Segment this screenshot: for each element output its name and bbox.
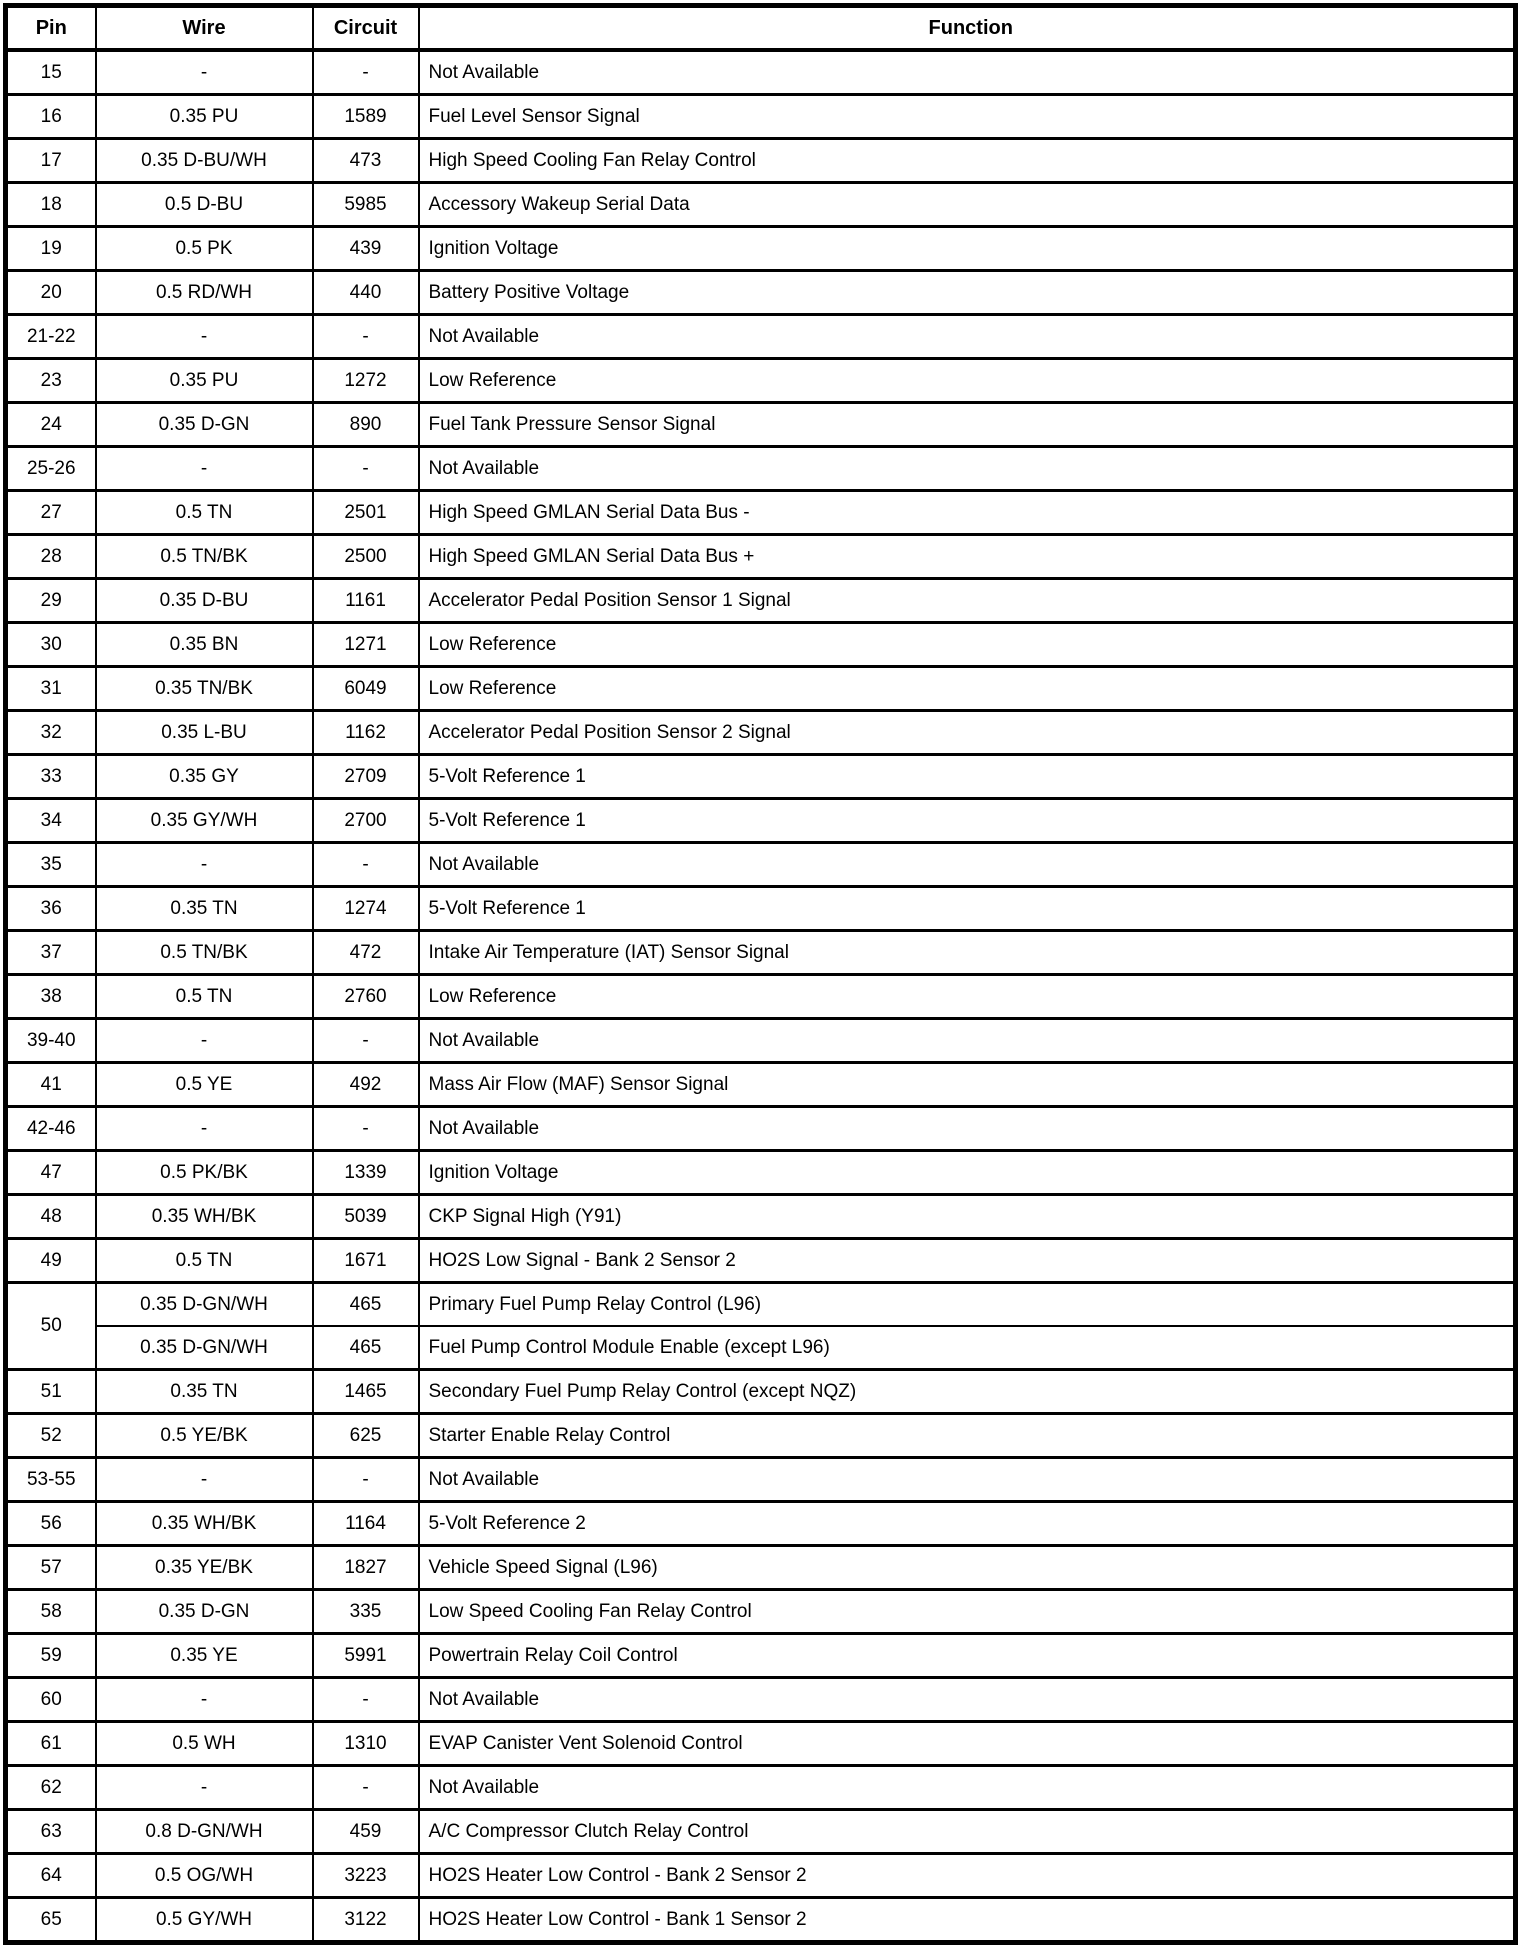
circuit-cell: 465 [313,1283,419,1327]
circuit-cell: 1589 [313,95,419,139]
wire-cell: 0.35 D-BU/WH [96,139,313,183]
col-header-circuit: Circuit [313,6,419,51]
wire-cell: 0.35 D-GN/WH [96,1283,313,1327]
table-row [6,1722,1516,1766]
circuit-cell: 1310 [313,1722,419,1766]
circuit-cell: 2700 [313,799,419,843]
function-cell: Ignition Voltage [419,227,1516,271]
table-row [6,139,1516,183]
function-cell: Starter Enable Relay Control [419,1414,1516,1458]
circuit-cell: - [313,1678,419,1722]
table-row [6,711,1516,755]
circuit-cell: 2500 [313,535,419,579]
circuit-cell: 2501 [313,491,419,535]
wire-cell: 0.35 L-BU [96,711,313,755]
table-row [6,491,1516,535]
circuit-cell: 1339 [313,1151,419,1195]
wire-cell: 0.5 PK [96,227,313,271]
circuit-cell: 1827 [313,1546,419,1590]
wire-cell: 0.5 GY/WH [96,1898,313,1943]
function-cell: Low Speed Cooling Fan Relay Control [419,1590,1516,1634]
table-row [6,535,1516,579]
pin-cell: 31 [6,667,96,711]
wire-cell: 0.35 YE [96,1634,313,1678]
table-row [6,931,1516,975]
function-cell: Accessory Wakeup Serial Data [419,183,1516,227]
pin-cell: 64 [6,1854,96,1898]
pin-cell: 25-26 [6,447,96,491]
circuit-cell: 492 [313,1063,419,1107]
wire-cell: - [96,1019,313,1063]
wire-cell: 0.5 TN/BK [96,535,313,579]
table-row [6,843,1516,887]
function-cell: Ignition Voltage [419,1151,1516,1195]
function-cell: Vehicle Speed Signal (L96) [419,1546,1516,1590]
circuit-cell: 459 [313,1810,419,1854]
circuit-cell: - [313,1107,419,1151]
wire-cell: - [96,315,313,359]
wire-cell: - [96,843,313,887]
table-row [6,1502,1516,1546]
circuit-cell: 1161 [313,579,419,623]
function-cell: 5-Volt Reference 1 [419,887,1516,931]
wire-cell: - [96,447,313,491]
pin-cell: 32 [6,711,96,755]
wire-cell: 0.35 D-GN [96,403,313,447]
pin-cell: 41 [6,1063,96,1107]
table-row [6,1810,1516,1854]
function-cell: Low Reference [419,623,1516,667]
table-row [6,1370,1516,1414]
pin-cell: 62 [6,1766,96,1810]
pin-cell: 17 [6,139,96,183]
pin-cell: 15 [6,50,96,95]
table-row [6,183,1516,227]
table-row [6,1107,1516,1151]
wire-cell: 0.35 BN [96,623,313,667]
circuit-cell: - [313,1019,419,1063]
table-row [6,50,1516,95]
function-cell: Fuel Level Sensor Signal [419,95,1516,139]
pin-cell: 52 [6,1414,96,1458]
wire-cell: 0.35 PU [96,359,313,403]
function-cell: Intake Air Temperature (IAT) Sensor Signal [419,931,1516,975]
function-cell: Low Reference [419,975,1516,1019]
circuit-cell: 1274 [313,887,419,931]
pin-cell: 35 [6,843,96,887]
table-row [6,1151,1516,1195]
wire-cell: 0.5 WH [96,1722,313,1766]
pin-cell: 42-46 [6,1107,96,1151]
table-row [6,975,1516,1019]
function-cell: Not Available [419,843,1516,887]
table-row [6,359,1516,403]
circuit-cell: 5985 [313,183,419,227]
function-cell: Not Available [419,447,1516,491]
table-row [6,1458,1516,1502]
col-header-pin: Pin [6,6,96,51]
wire-cell: 0.35 PU [96,95,313,139]
header-row [6,6,1516,51]
wire-cell: 0.35 TN/BK [96,667,313,711]
function-cell: Not Available [419,1019,1516,1063]
pin-cell: 18 [6,183,96,227]
circuit-cell: 5039 [313,1195,419,1239]
function-cell: Fuel Tank Pressure Sensor Signal [419,403,1516,447]
table-row [6,1019,1516,1063]
table-row [6,1195,1516,1239]
pin-cell: 29 [6,579,96,623]
pin-cell: 49 [6,1239,96,1283]
pin-cell: 60 [6,1678,96,1722]
function-cell: HO2S Low Signal - Bank 2 Sensor 2 [419,1239,1516,1283]
function-cell: Not Available [419,1107,1516,1151]
wire-cell: 0.5 TN [96,1239,313,1283]
table-row [6,579,1516,623]
wire-cell: 0.35 D-GN [96,1590,313,1634]
function-cell: Not Available [419,50,1516,95]
function-cell: High Speed Cooling Fan Relay Control [419,139,1516,183]
wire-cell: 0.35 TN [96,887,313,931]
wire-cell: - [96,1766,313,1810]
pin-cell: 39-40 [6,1019,96,1063]
table-row [6,1326,1516,1370]
function-cell: HO2S Heater Low Control - Bank 2 Sensor 2 [419,1854,1516,1898]
circuit-cell: - [313,50,419,95]
pin-cell: 30 [6,623,96,667]
circuit-cell: - [313,447,419,491]
table-row [6,403,1516,447]
circuit-cell: 465 [313,1326,419,1370]
circuit-cell: 439 [313,227,419,271]
pin-cell: 16 [6,95,96,139]
table-row [6,1766,1516,1810]
table-row [6,315,1516,359]
wire-cell: 0.5 YE [96,1063,313,1107]
function-cell: CKP Signal High (Y91) [419,1195,1516,1239]
circuit-cell: 2709 [313,755,419,799]
wire-cell: 0.35 YE/BK [96,1546,313,1590]
table-row [6,1678,1516,1722]
function-cell: Battery Positive Voltage [419,271,1516,315]
wire-cell: 0.35 GY [96,755,313,799]
table-row [6,1283,1516,1327]
pin-cell: 51 [6,1370,96,1414]
function-cell: Not Available [419,1678,1516,1722]
pin-cell: 21-22 [6,315,96,359]
circuit-cell: 1271 [313,623,419,667]
function-cell: 5-Volt Reference 1 [419,799,1516,843]
pin-cell: 38 [6,975,96,1019]
function-cell: High Speed GMLAN Serial Data Bus + [419,535,1516,579]
pin-cell: 58 [6,1590,96,1634]
pin-cell: 59 [6,1634,96,1678]
function-cell: Low Reference [419,359,1516,403]
table-row [6,1063,1516,1107]
function-cell: Mass Air Flow (MAF) Sensor Signal [419,1063,1516,1107]
table-row [6,1546,1516,1590]
function-cell: HO2S Heater Low Control - Bank 1 Sensor 2 [419,1898,1516,1943]
pin-cell: 34 [6,799,96,843]
table-row [6,1854,1516,1898]
table-row [6,95,1516,139]
wire-cell: 0.5 RD/WH [96,271,313,315]
pin-cell: 20 [6,271,96,315]
circuit-cell: 1671 [313,1239,419,1283]
function-cell: Not Available [419,1766,1516,1810]
circuit-cell: 1272 [313,359,419,403]
wire-cell: 0.35 D-GN/WH [96,1326,313,1370]
wire-cell: 0.5 D-BU [96,183,313,227]
wire-cell: 0.5 YE/BK [96,1414,313,1458]
circuit-cell: 625 [313,1414,419,1458]
function-cell: EVAP Canister Vent Solenoid Control [419,1722,1516,1766]
pin-cell: 27 [6,491,96,535]
circuit-cell: - [313,315,419,359]
circuit-cell: - [313,843,419,887]
function-cell: Not Available [419,315,1516,359]
table-row [6,755,1516,799]
table-row [6,623,1516,667]
table-row [6,667,1516,711]
wire-cell: 0.5 PK/BK [96,1151,313,1195]
table-row [6,887,1516,931]
circuit-cell: 890 [313,403,419,447]
circuit-cell: 1164 [313,1502,419,1546]
function-cell: Low Reference [419,667,1516,711]
circuit-cell: 473 [313,139,419,183]
circuit-cell: 6049 [313,667,419,711]
pin-cell: 24 [6,403,96,447]
table-row [6,227,1516,271]
pin-cell: 33 [6,755,96,799]
table-row [6,1414,1516,1458]
function-cell: Powertrain Relay Coil Control [419,1634,1516,1678]
function-cell: Secondary Fuel Pump Relay Control (except NQZ) [419,1370,1516,1414]
pin-cell: 37 [6,931,96,975]
circuit-cell: 2760 [313,975,419,1019]
circuit-cell: - [313,1458,419,1502]
circuit-cell: 3223 [313,1854,419,1898]
pin-cell: 48 [6,1195,96,1239]
pin-cell: 57 [6,1546,96,1590]
pinout-table [3,3,1518,1945]
pin-cell: 19 [6,227,96,271]
wire-cell: 0.5 TN/BK [96,931,313,975]
pin-cell: 36 [6,887,96,931]
wire-cell: 0.5 OG/WH [96,1854,313,1898]
function-cell: Not Available [419,1458,1516,1502]
pin-cell: 28 [6,535,96,579]
pin-cell: 53-55 [6,1458,96,1502]
function-cell: Primary Fuel Pump Relay Control (L96) [419,1283,1516,1327]
wire-cell: - [96,50,313,95]
wire-cell: 0.5 TN [96,975,313,1019]
pin-cell: 65 [6,1898,96,1943]
circuit-cell: 1465 [313,1370,419,1414]
pin-cell: 23 [6,359,96,403]
circuit-cell: 3122 [313,1898,419,1943]
wire-cell: - [96,1458,313,1502]
function-cell: Accelerator Pedal Position Sensor 2 Signal [419,711,1516,755]
function-cell: A/C Compressor Clutch Relay Control [419,1810,1516,1854]
pin-cell: 63 [6,1810,96,1854]
function-cell: 5-Volt Reference 2 [419,1502,1516,1546]
wire-cell: - [96,1678,313,1722]
function-cell: Fuel Pump Control Module Enable (except L96) [419,1326,1516,1370]
wire-cell: 0.35 D-BU [96,579,313,623]
table-row [6,447,1516,491]
table-row [6,799,1516,843]
circuit-cell: 472 [313,931,419,975]
pin-cell: 47 [6,1151,96,1195]
table-row [6,1239,1516,1283]
circuit-cell: 440 [313,271,419,315]
table-row [6,1634,1516,1678]
col-header-wire: Wire [96,6,313,51]
wire-cell: 0.35 GY/WH [96,799,313,843]
pin-cell: 50 [6,1283,96,1370]
table-row [6,1590,1516,1634]
function-cell: High Speed GMLAN Serial Data Bus - [419,491,1516,535]
function-cell: 5-Volt Reference 1 [419,755,1516,799]
col-header-function: Function [419,6,1516,51]
table-row [6,1898,1516,1943]
wire-cell: 0.35 WH/BK [96,1195,313,1239]
table-row [6,271,1516,315]
circuit-cell: 1162 [313,711,419,755]
circuit-cell: - [313,1766,419,1810]
wire-cell: 0.5 TN [96,491,313,535]
function-cell: Accelerator Pedal Position Sensor 1 Signal [419,579,1516,623]
circuit-cell: 335 [313,1590,419,1634]
wire-cell: 0.8 D-GN/WH [96,1810,313,1854]
circuit-cell: 5991 [313,1634,419,1678]
wire-cell: 0.35 WH/BK [96,1502,313,1546]
wire-cell: 0.35 TN [96,1370,313,1414]
pin-cell: 61 [6,1722,96,1766]
pin-cell: 56 [6,1502,96,1546]
wire-cell: - [96,1107,313,1151]
